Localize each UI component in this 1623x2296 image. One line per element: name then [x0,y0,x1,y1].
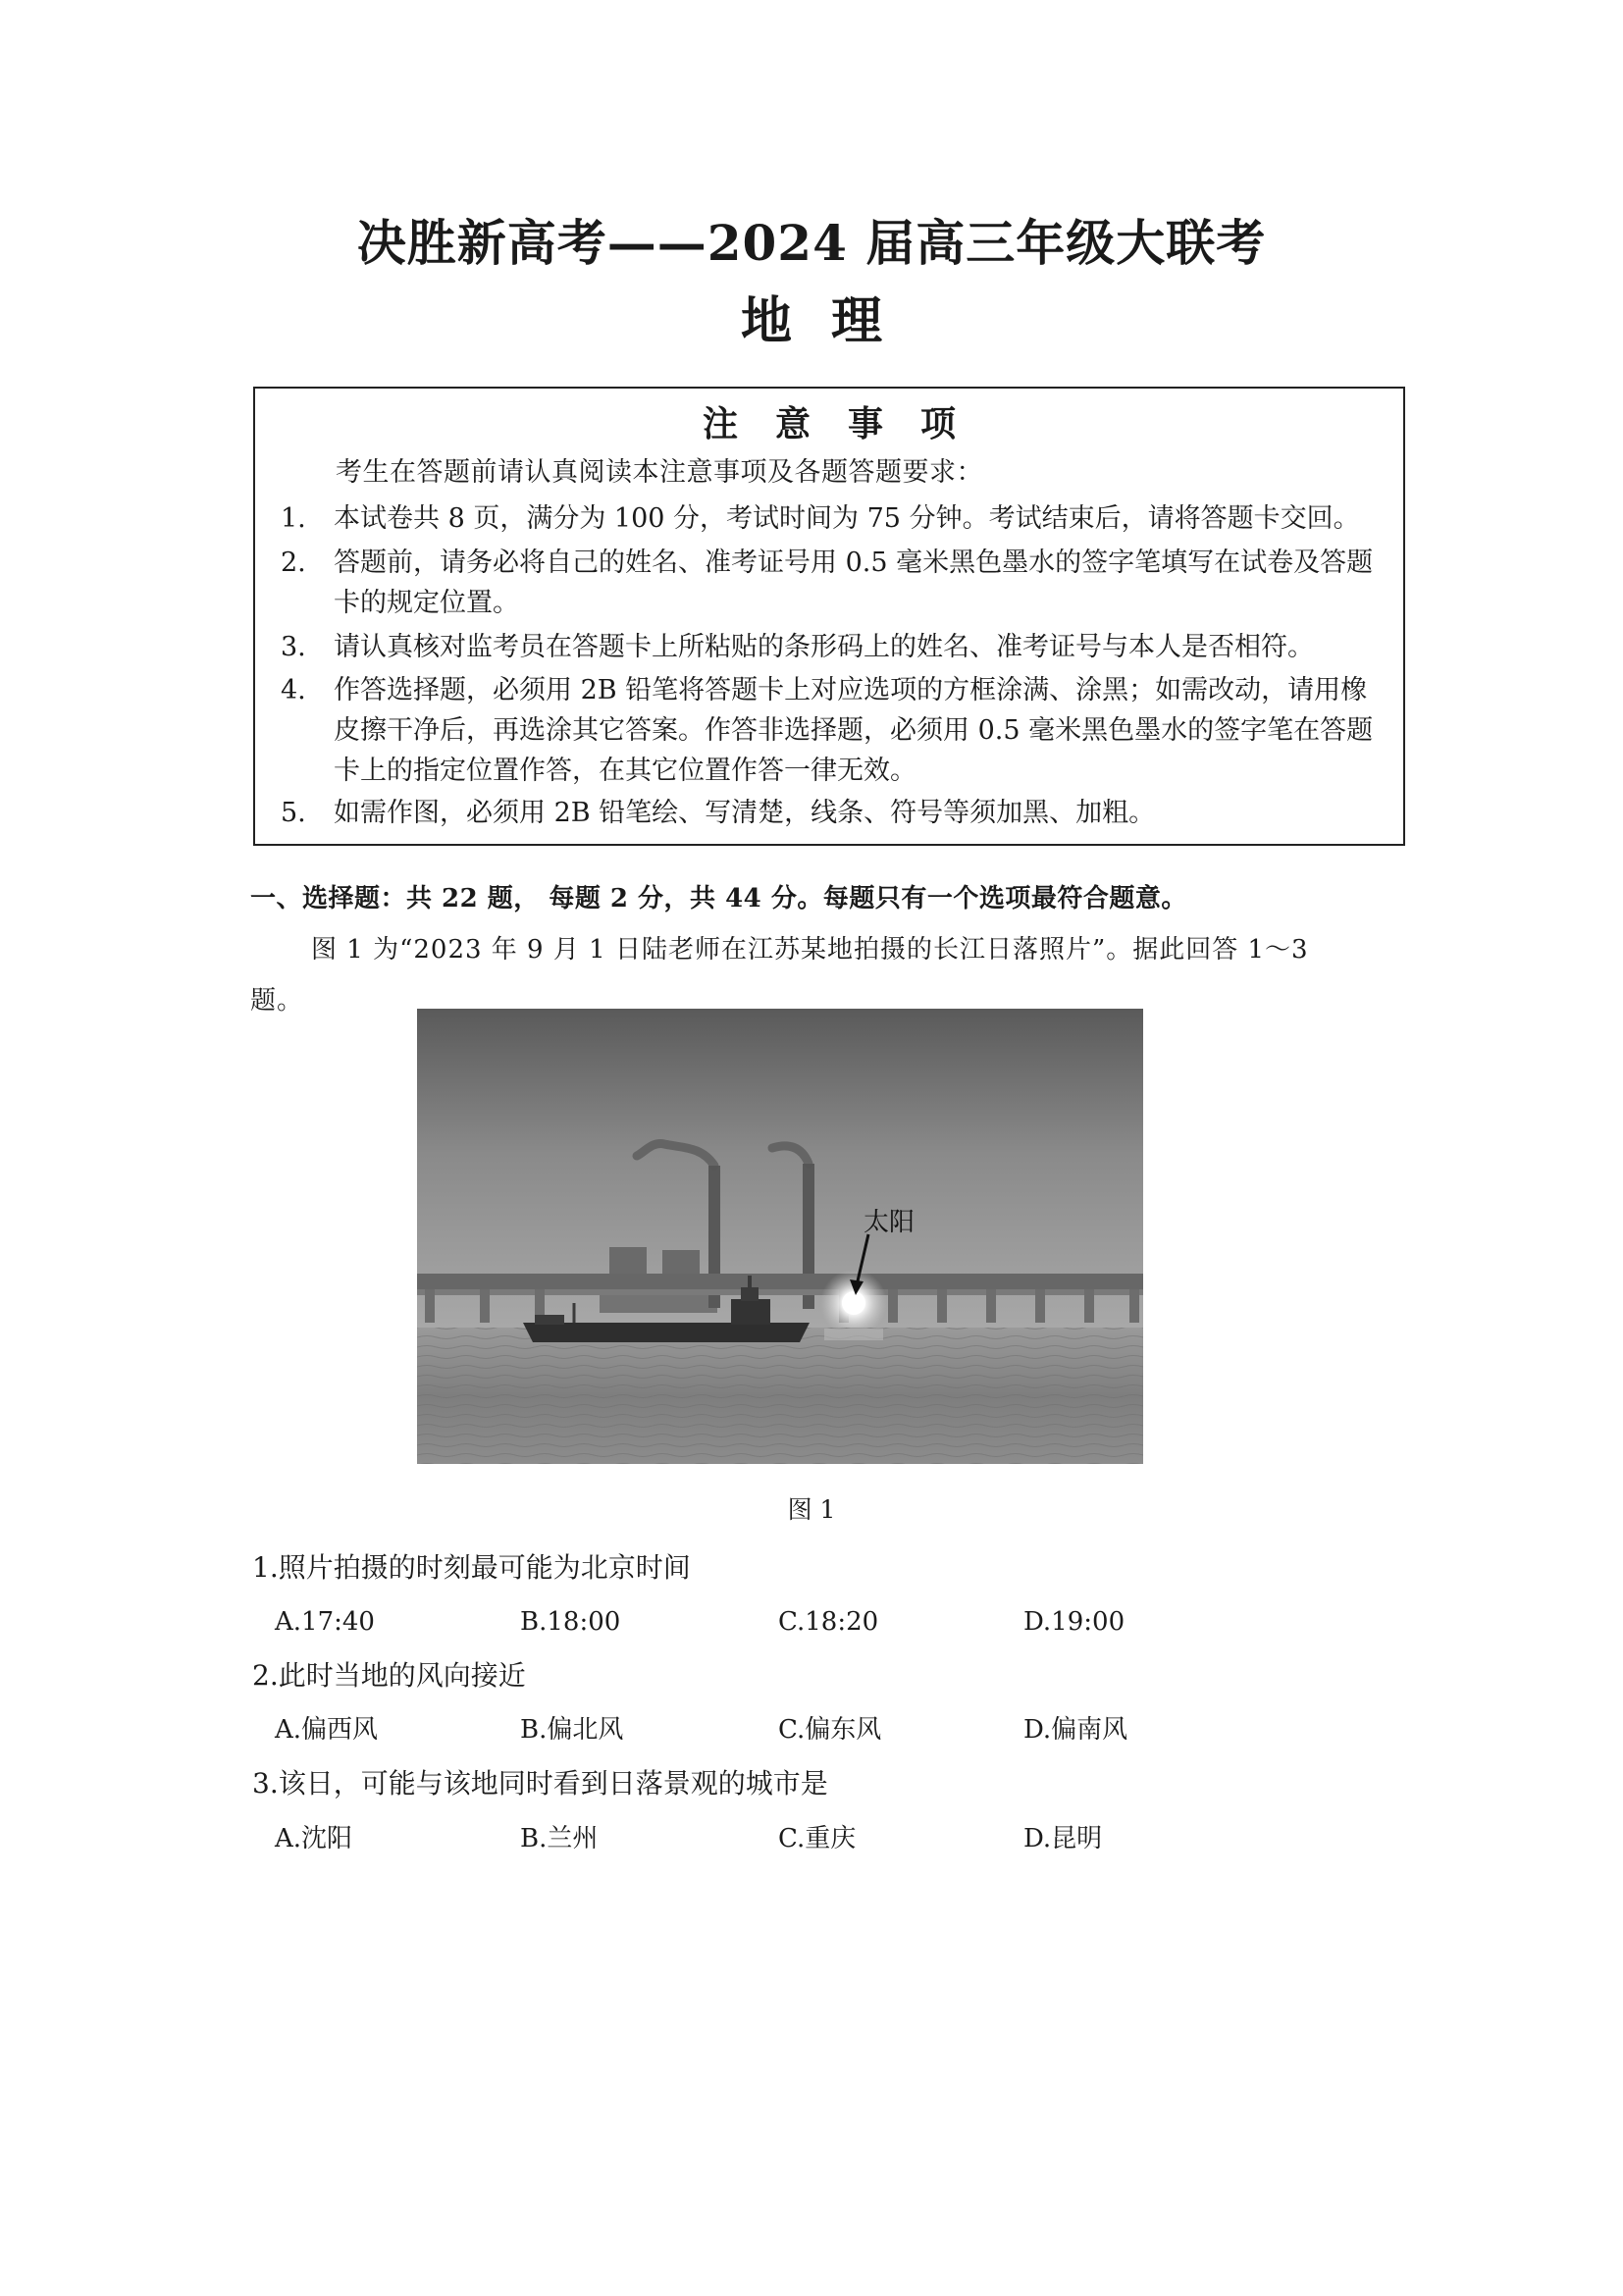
notice-item-text: 请认真核对监考员在答题卡上所粘贴的条形码上的姓名、准考证号与本人是否相符。 [334,632,1314,662]
notice-item-number: 1. [281,503,306,534]
option-b: B.兰州 [520,1824,599,1853]
notice-item-number: 3. [281,632,306,662]
notice-item-number: 2. [281,548,306,578]
exam-title: 决胜新高考——2024 届高三年级大联考 [356,214,1267,272]
question-stem: 1.照片拍摄的时刻最可能为北京时间 [252,1551,691,1584]
option-b: B.偏北风 [520,1715,624,1745]
option-d: D.19:00 [1023,1607,1126,1637]
option-a: A.沈阳 [275,1824,353,1853]
option-d: D.昆明 [1023,1824,1103,1853]
sunset-photo [417,1009,1143,1464]
option-c: C.18:20 [778,1607,879,1637]
question-stem: 3.该日，可能与该地同时看到日落景观的城市是 [252,1767,828,1800]
question-context: 图 1 为“2023 年 9 月 1 日陆老师在江苏某地拍摄的长江日落照片”。据此回答 1～3 题。 [250,935,1309,1016]
notice-heading: 注意事项 [702,403,993,444]
option-c: C.偏东风 [778,1715,882,1745]
notice-item-text: 作答选择题，必须用 2B 铅笔将答题卡上对应选项的方框涂满、涂黑；如需改动，请用橡皮擦干净后，再选涂其它答案。作答非选择题，必须用 0.5 毫米黑色墨水的签字笔在答题卡上的指定位置作答，在其它位置作答一律无效。 [334,675,1374,786]
option-b: B.18:00 [520,1607,621,1637]
question-stem: 2.此时当地的风向接近 [252,1659,526,1692]
sun-label: 太阳 [864,1207,916,1236]
option-d: D.偏南风 [1023,1715,1128,1745]
notice-box [253,387,1405,846]
notice-item-text: 本试卷共 8 页，满分为 100 分，考试时间为 75 分钟。考试结束后，请将答题卡交回。 [334,503,1360,534]
notice-item-text: 答题前，请务必将自己的姓名、准考证号用 0.5 毫米黑色墨水的签字笔填写在试卷及答题卡的规定位置。 [334,548,1374,618]
section-heading: 一、选择题：共 22 题， 每题 2 分，共 44 分。每题只有一个选项最符合题意。 [250,884,1187,913]
figure-caption: 图 1 [787,1495,836,1524]
option-a: A.17:40 [275,1607,375,1637]
option-a: A.偏西风 [275,1715,379,1745]
option-c: C.重庆 [778,1824,857,1853]
notice-item-number: 4. [281,675,306,705]
notice-item-number: 5. [281,798,306,828]
notice-intro: 考生在答题前请认真阅读本注意事项及各题答题要求： [336,457,983,488]
subject-title: 地理 [740,291,921,351]
notice-item-text: 如需作图，必须用 2B 铅笔绘、写清楚，线条、符号等须加黑、加粗。 [334,798,1156,828]
